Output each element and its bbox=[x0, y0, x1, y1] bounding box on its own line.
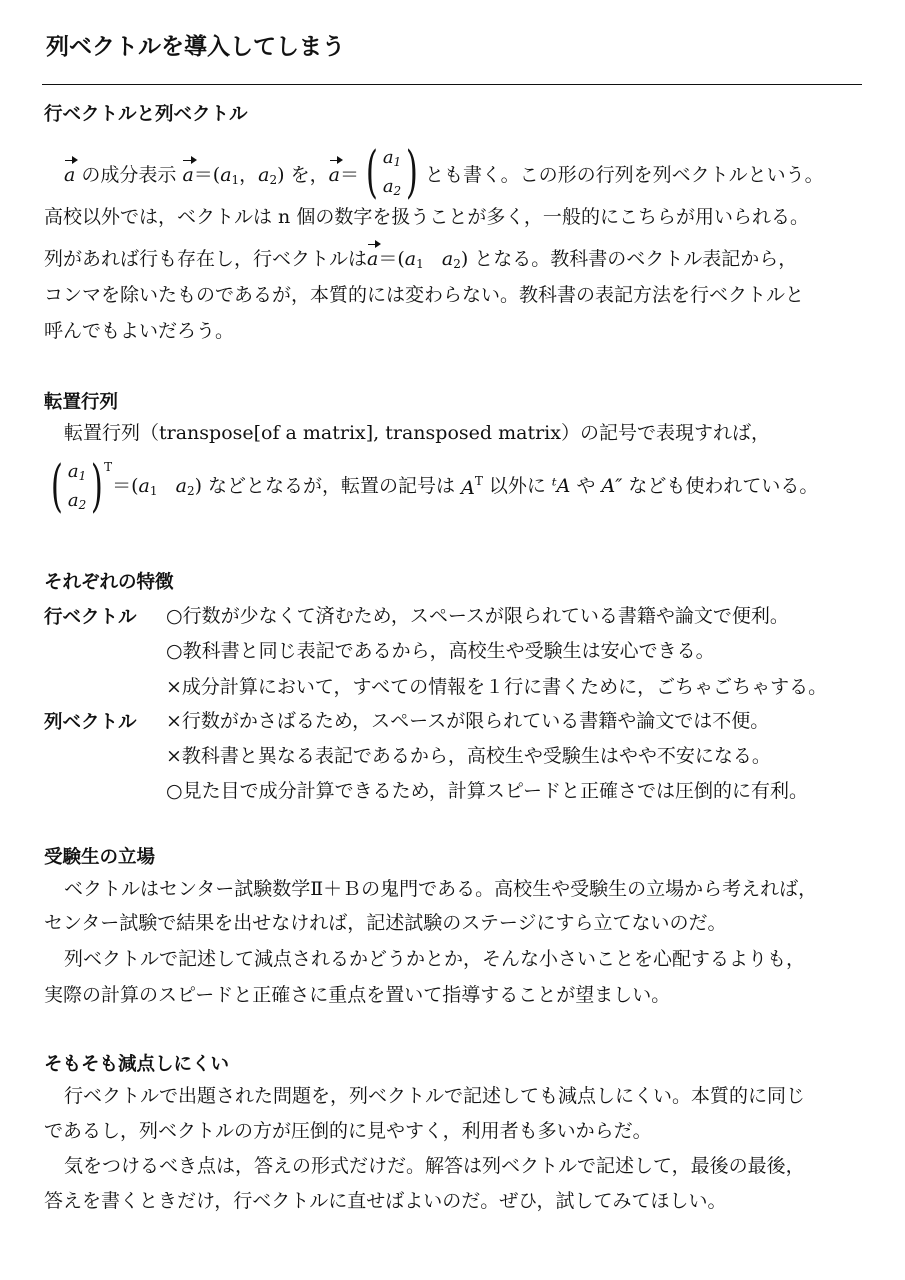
paragraph-line: 実際の計算のスピードと正確さに重点を置いて指導することが望ましい。 bbox=[44, 984, 671, 1006]
math-A: A bbox=[461, 477, 475, 500]
paragraph-line: a の成分表示 a $=(a_1$，$a_2$) を， a ＝ ( $a_1$ $a_2$ ) とも書く。この形の行列を列ベクトルという。 bbox=[64, 139, 824, 205]
math-tA: ᵗA bbox=[551, 475, 571, 498]
text-span: の成分表示 bbox=[81, 164, 177, 187]
text-span: や bbox=[576, 475, 596, 498]
section-heading-row-col-vector: 行ベクトルと列ベクトル bbox=[44, 104, 248, 125]
text-span: などとなるが，転置の記号は bbox=[208, 475, 456, 498]
text-span: を， bbox=[290, 164, 329, 187]
row-vector-label: 行ベクトル bbox=[44, 607, 137, 628]
paragraph-line: ( $a_1$ $a_2$ ) T $=(a_1$ $a_2$) などとなるが，転置の記号は $A^T$ 以外に ᵗA や A″ なども使われている。 bbox=[44, 458, 818, 516]
paragraph-line: 高校以外では，ベクトルは n 個の数字を扱うことが多く，一般的にこちらが用いられる。 bbox=[44, 206, 809, 228]
text-span: 以外に bbox=[488, 475, 546, 498]
paragraph-line: 答えを書くときだけ，行ベクトルに直せばよいのだ。ぜひ，試してみてほしい。 bbox=[44, 1190, 727, 1212]
feature-item: ×行数がかさばるため，スペースが限られている書籍や論文では不便。 bbox=[166, 710, 770, 732]
paragraph-line: 行ベクトルで出題された問題を，列ベクトルで記述しても減点しにくい。本質的に同じ bbox=[64, 1085, 806, 1107]
section-heading-examinee: 受験生の立場 bbox=[44, 847, 156, 868]
column-vector: ( $a_1$ $a_2$ ) bbox=[365, 139, 419, 205]
vector-a: a bbox=[182, 164, 194, 187]
transpose-mark: T bbox=[474, 474, 483, 489]
paragraph-line: センター試験で結果を出せなければ，記述試験のステージにすら立てないのだ。 bbox=[44, 912, 727, 934]
column-vector-label: 列ベクトル bbox=[44, 712, 137, 733]
feature-item: ×教科書と異なる表記であるから，高校生や受験生はやや不安になる。 bbox=[166, 745, 771, 767]
vector-a: a bbox=[64, 164, 76, 187]
text-span: となる。教科書のベクトル表記から， bbox=[474, 248, 798, 270]
text-span: 列があれば行も存在し，行ベクトルは bbox=[44, 248, 368, 270]
paragraph-line: コンマを除いたものであるが，本質的には変わらない。教科書の表記方法を行ベクトルと bbox=[44, 284, 805, 306]
vector-a: a bbox=[367, 248, 379, 270]
section-heading-features: それぞれの特徴 bbox=[44, 572, 174, 593]
paragraph-line: 列ベクトルで記述して減点されるかどうかとか，そんな小さいことを心配するよりも， bbox=[64, 948, 806, 970]
section-heading-transpose: 転置行列 bbox=[44, 392, 119, 413]
paragraph-line: 転置行列（transpose[of a matrix], transposed matrix）の記号で表現すれば， bbox=[64, 422, 770, 444]
text-span: なども使われている。 bbox=[628, 475, 819, 498]
text-span: とも書く。この形の行列を列ベクトルという。 bbox=[425, 164, 824, 187]
feature-item: ○行数が少なくて済むため，スペースが限られている書籍や論文で便利。 bbox=[166, 605, 789, 627]
paragraph-line: 列があれば行も存在し，行ベクトルは$a=(a_1$ $a_2$) となる。教科書のベクトル表記から， bbox=[44, 248, 798, 271]
feature-item: ○教科書と同じ表記であるから，高校生や受験生は安心できる。 bbox=[166, 640, 715, 662]
paragraph-line: であるし，列ベクトルの方が圧倒的に見やすく，利用者も多いからだ。 bbox=[44, 1120, 652, 1142]
paragraph-line: 気をつけるべき点は，答えの形式だけだ。解答は列ベクトルで記述して，最後の最後， bbox=[64, 1155, 805, 1177]
column-vector-transposed: ( $a_1$ $a_2$ ) bbox=[50, 453, 104, 519]
vector-a: a bbox=[328, 164, 340, 187]
paragraph-line: 呼んでもよいだろう。 bbox=[44, 320, 235, 342]
transpose-mark: T bbox=[104, 459, 113, 474]
title-divider bbox=[42, 84, 862, 85]
paragraph-line: ベクトルはセンター試験数学Ⅱ＋Ｂの鬼門である。高校生や受験生の立場から考えれば， bbox=[64, 878, 818, 900]
feature-item: ×成分計算において，すべての情報を１行に書くために，ごちゃごちゃする。 bbox=[166, 676, 828, 698]
page-title: 列ベクトルを導入してしまう bbox=[46, 34, 345, 60]
feature-item: ○見た目で成分計算できるため，計算スピードと正確さでは圧倒的に有利。 bbox=[166, 780, 809, 802]
section-heading-hard-to-deduct: そもそも減点しにくい bbox=[44, 1054, 230, 1075]
math-A-prime: A″ bbox=[601, 475, 623, 498]
